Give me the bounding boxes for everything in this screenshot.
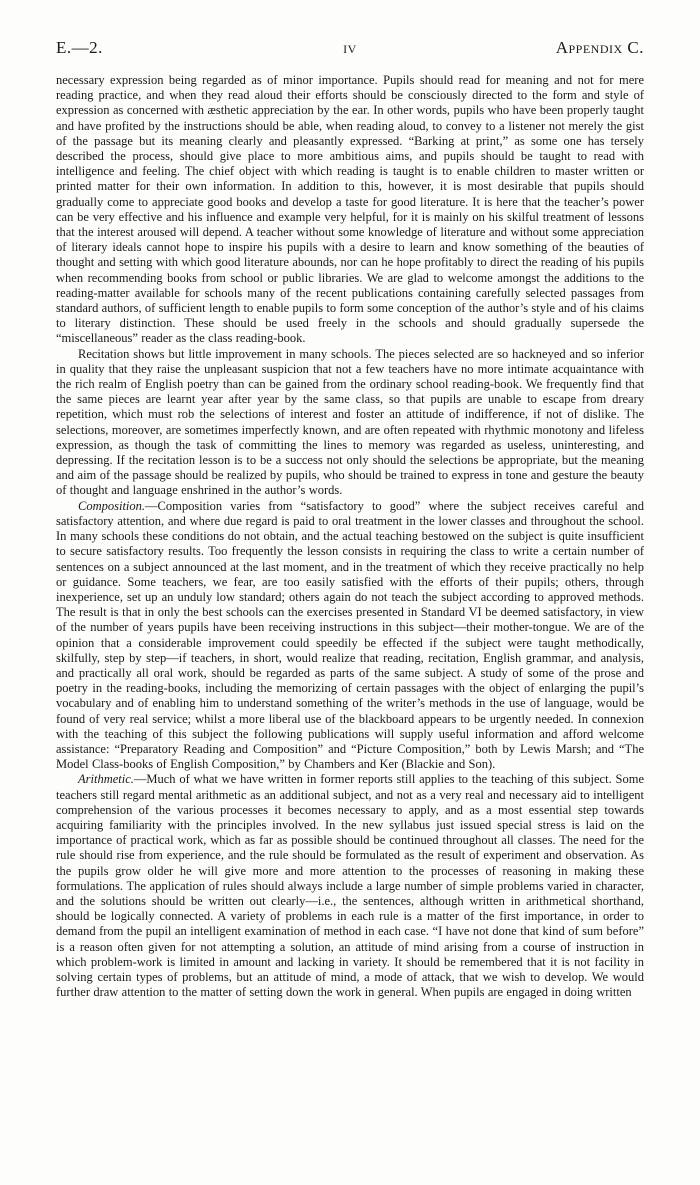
document-reference: E.—2.: [56, 38, 103, 57]
paragraph-reading-continued: [56, 73, 644, 347]
appendix-label: Appendix C.: [555, 38, 644, 57]
page-number: iv: [343, 38, 357, 57]
paragraph-recitation: [56, 347, 644, 499]
section-heading-arithmetic: Arithmetic.: [78, 772, 134, 787]
paragraph-arithmetic: [56, 772, 644, 1000]
paragraph-text: —Much of what we have written in former reports still applies to the teaching of this subject. Some teachers still regard mental arithmetic as an additional subject, and not as a very real and necessary aid to intelligent comprehension of the various processes it becomes necessary to apply, and as a most essential step towards acquiring familiarity with the principles involved. In the new syllabus just issued special stress is laid on the importance of practical work, which as far as possible should be continued throughout all classes. The need for the rule should rise from experience, and the rule should be formulated as the result of experiment and observation. As the pupils grow older he will give more and more attention to the processes of reasoning in making these formulations. The application of rules should always include a large number of simple problems varied in character, and the solutions should be written out clearly—i.e., the sentences, although written in arithmetical shorthand, should be logically connected. A variety of problems in each rule is a matter of the first importance, in order to demand from the pupil an intelligent examination of method in each case. “I have not done that kind of sum before” is a reason often given for not attempting a solution, an attitude of mind arising from a course of instruction in which problem-work is limited in amount and lacking in variety. It should be remembered that it is not facility in solving certain types of problems, but an attitude of mind, a mode of attack, that we wish to develop. We would further draw attention to the matter of setting down the work in general. When pupils are engaged in doing written: [56, 772, 644, 1000]
page-header: [56, 38, 644, 64]
paragraph-text: Recitation shows but little improvement in many schools. The pieces selected are so hackneyed and so inferior in quality that they raise the unpleasant suspicion that not a few teachers have no more intimate acquaintance with the rich realm of English poetry than can be gained from the ordinary school reading-book. We frequently find that the same pieces are learnt year after year by the same class, so that pupils are unable to escape from dreary repetition, which must rob the selections of interest and foster an attitude of indifference, if not of dislike. The selections, moreover, are sometimes imperfectly known, and are often repeated with rhythmic monotony and lifeless expression, as though the task of committing the lines to memory was regarded as useless, uninteresting, and depressing. If the recitation lesson is to be a success not only should the selections be appropriate, but the meaning and aim of the passage should be realized by pupils, who should be trained to express in tone and gesture the beauty of thought and language enshrined in the author’s words.: [56, 346, 644, 498]
body-text: [56, 73, 644, 1000]
section-heading-composition: Composition.: [78, 498, 146, 513]
paragraph-composition: [56, 499, 644, 773]
paragraph-text: necessary expression being regarded as of minor importance. Pupils should read for meaning and not for mere reading practice, and when they read aloud their efforts should be consciously directed to the form and style of expression as concerned with æsthetic appreciation by the ear. In other words, pupils who have been properly taught and have profited by the instructions should be able, when reading aloud, to convey to a listener not merely the gist of the passage but its meaning clearly and pleasantly expressed. “Barking at print,” as some one has tersely described the process, should give place to more ambitious aims, and pupils should be taught to read with intelligence and feeling. The chief object with which reading is taught is to enable children to master written or printed matter for their own information. In addition to this, however, it is most desirable that pupils should gradually come to appreciate good books and develop a taste for good literature. It is here that the teacher’s power can be very effective and his influence and example very helpful, for it is mainly on his skilful treatment of lessons that the interest aroused will depend. A teacher without some knowledge of literature and without some appreciation of literary ideals cannot hope to inspire his pupils with a desire to learn and know something of the beauties of thought and setting with which good literature abounds, nor can he hope profitably to direct the reading of his pupils when recommending books from school or public libraries. We are glad to welcome amongst the additions to the reading-matter available for schools many of the recent publications containing carefully selected passages from standard authors, of sufficient length to enable pupils to form some conception of the author’s style and of his claims to literary distinction. These should be used freely in the schools and should gradually supersede the “miscellaneous” reader as the class reading-book.: [56, 73, 644, 346]
paragraph-text: —Composition varies from “satisfactory to good” where the subject receives careful and satisfactory attention, and where due regard is paid to oral treatment in the lower classes and throughout the school. In many schools these conditions do not obtain, and the actual teaching bestowed on the subject is quite insufficient to secure satisfactory results. Too frequently the lesson consists in requiring the class to write a certain number of sentences on a subject announced at the last moment, and in the treatment of which they receive practically no help or guidance. Some teachers, we fear, are too easily satisfied with the efforts of their pupils; others, through inexperience, set up an unduly low standard; others again do not teach the subject according to approved methods. The result is that in only the best schools can the exercises presented in Standard VI be deemed satisfactory, in view of the number of years pupils have been receiving instructions in this subject—their mother-tongue. We are of the opinion that a considerable improvement could speedily be effected if the subject were taught methodically, skilfully, step by step—if teachers, in short, would realize that reading, recitation, English grammar, and analysis, and practically all oral work, should be regarded as parts of the same subject. A study of some of the prose and poetry in the reading-books, including the memorizing of certain passages with the object of enlarging the pupil’s vocabulary and of enabling him to understand something of the writer’s methods in the use of language, would be found of very real service; whilst a more liberal use of the blackboard appears to be urgently needed. In connexion with the teaching of this subject the following publications will supply useful information and afford welcome assistance: “Preparatory Reading and Composition” and “Picture Composition,” both by Lewis Marsh; and “The Model Class-books of English Composition,” by Chambers and Ker (Blackie and Son).: [56, 498, 644, 772]
